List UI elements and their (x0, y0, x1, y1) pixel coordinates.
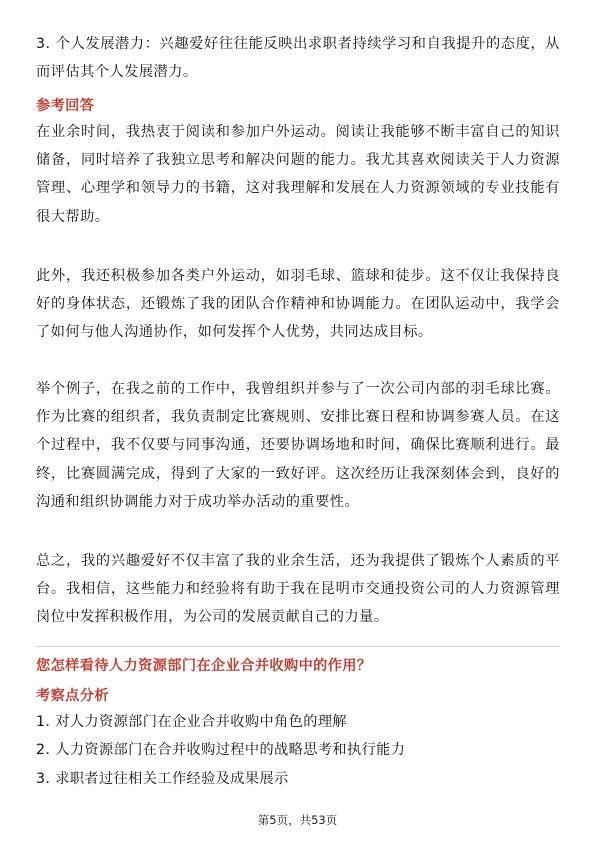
intro-point: 3. 个人发展潜力：兴趣爱好往往能反映出求职者持续学习和自我提升的态度，从而评估其个人发展潜力。 (36, 36, 560, 81)
answer-paragraph-1: 在业余时间，我热衷于阅读和参加户外运动。阅读让我能够不断丰富自己的知识储备，同时培养了我独立思考和解决问题的能力。我尤其喜欢阅读关于人力资源管理、心理学和领导力的书籍，这对我理解和发展在人力资源领域的专业技能有很大帮助。 (36, 124, 560, 225)
answer-paragraph-2: 此外，我还积极参加各类户外运动，如羽毛球、篮球和徒步。这不仅让我保持良好的身体状态，还锻炼了我的团队合作精神和协调能力。在团队运动中，我学会了如何与他人沟通协作，如何发挥个人优势，共同达成目标。 (36, 268, 560, 341)
analysis-point-2: 2. 人力资源部门在合并收购过程中的战略思考和执行能力 (36, 742, 406, 758)
answer-paragraph-4: 总之，我的兴趣爱好不仅丰富了我的业余生活，还为我提供了锻炼个人素质的平台。我相信，这些能力和经验将有助于我在昆明市交通投资公司的人力资源管理岗位中发挥积极作用，为公司的发展贡献自己的力量。 (36, 553, 560, 626)
question-heading: 您怎样看待人力资源部门在企业合并收购中的作用？ (36, 658, 372, 674)
analysis-point-3: 3. 求职者过往相关工作经验及成果展示 (36, 771, 289, 787)
analysis-heading: 考察点分析 (36, 688, 109, 704)
answer-heading: 参考回答 (36, 98, 95, 114)
answer-paragraph-3: 举个例子，在我之前的工作中，我曾组织并参与了一次公司内部的羽毛球比赛。作为比赛的组织者，我负责制定比赛规则、安排比赛日程和协调参赛人员。在这个过程中，我不仅要与同事沟通，还要协调场地和时间，确保比赛顺利进行。最终，比赛圆满完成，得到了大家的一致好评。这次经历让我深刻体会到，良好的沟通和组织协调能力对于成功举办活动的重要性。 (36, 381, 560, 510)
analysis-point-1: 1. 对人力资源部门在企业合并收购中角色的理解 (36, 714, 347, 730)
page-footer: 第5页，共53页 (257, 813, 338, 827)
section-divider (36, 646, 560, 647)
